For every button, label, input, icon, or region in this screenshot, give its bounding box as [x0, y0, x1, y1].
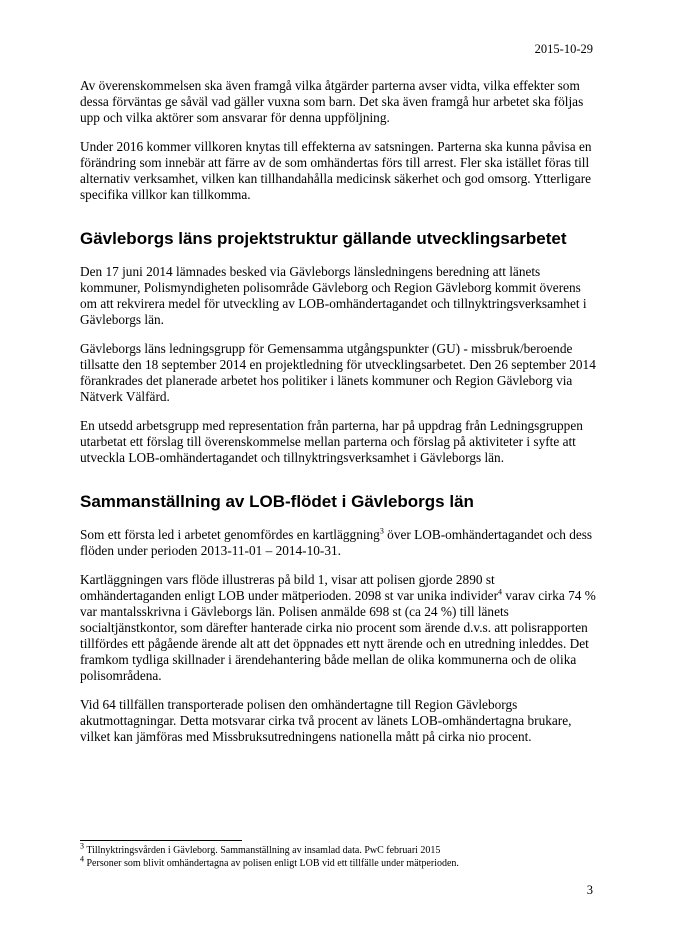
- section-heading-project-structure: Gävleborgs läns projektstruktur gällande utvecklingsarbetet: [80, 229, 567, 248]
- paragraph: Under 2016 kommer villkoren knytas till effekterna av satsningen. Parterna ska kunna påvisa en förändring som innebär att färre av de som omhändertas förs till arrest. Fler ska istället föras till alternativ verksamhet, vilken kan tillhandahålla medicinsk säkerhet och god omsorg. Ytterligare specifika villkor kan tillkomma.: [80, 139, 592, 202]
- paragraph: Den 17 juni 2014 lämnades besked via Gävleborgs länsledningens beredning att länets kommuner, Polismyndigheten polisområde Gävleborg och Region Gävleborg kommit överens om att rekvirera medel för utveckling av LOB-omhändertagandet och tillnyktringsverksamhet i Gävleborgs län.: [80, 264, 587, 327]
- footnote-divider: [80, 840, 242, 841]
- paragraph-text: varav cirka 74 % var mantalsskrivna i Gävleborgs län. Polisen anmälde 698 st (ca 24 %) till länets socialtjänstkontor, som därefter hanterade cirka nio procent som ärende d.v.s. att polisrapporten tillfördes ett pågående ärende alt att det öppnades ett nytt ärende och en utredning inleddes. Det framkom tydliga skillnader i ärendehantering både mellan de olika kommunerna och de olika polisområdena.: [80, 588, 596, 683]
- paragraph-text: Kartläggningen vars flöde illustreras på bild 1, visar att polisen gjorde 2890 st omhändertaganden enligt LOB under mätperioden. 2098 st var unika individer: [80, 572, 499, 603]
- paragraph: Gävleborgs läns ledningsgrupp för Gemensamma utgångspunkter (GU) - missbruk/beroende tillsatte den 18 september 2014 en projektledning för utvecklingsarbetet. Den 26 september 2014 förankrades det planerade arbetet hos politiker i länets kommuner och Region Gävleborg via Nätverk Välfärd.: [80, 341, 596, 404]
- page-number: 3: [586, 883, 593, 897]
- footnote-number: 4: [80, 854, 84, 864]
- footnote-3: [80, 841, 596, 858]
- footnotes: [80, 841, 596, 870]
- footnote-4: [80, 854, 596, 871]
- footnote-reference: 3: [379, 526, 384, 536]
- footnote-number: 3: [80, 841, 84, 851]
- paragraph: [80, 572, 596, 684]
- paragraph: En utsedd arbetsgrupp med representation från parterna, har på uppdrag från Ledningsgruppen utarbetat ett förslag till överenskommelse mellan parterna och förslag på aktiviteter i syfte att utveckla LOB-omhändertagandet och tillnyktringsverksamhet i Gävleborgs län.: [80, 418, 583, 465]
- paragraph: [80, 527, 596, 559]
- paragraph-text: Som ett första led i arbetet genomfördes en kartläggning: [80, 527, 380, 542]
- paragraph: Vid 64 tillfällen transporterade polisen den omhändertagne till Region Gävleborgs akutmottagningar. Detta motsvarar cirka två procent av länets LOB-omhändertagna brukare, vilket kan jämföras med Missbruksutredningens nationella mått på cirka nio procent.: [80, 697, 572, 744]
- footnote-text: Personer som blivit omhändertagna av polisen enligt LOB vid ett tillfälle under mätperioden.: [84, 857, 459, 869]
- paragraph-text: över LOB-omhändertagandet och dess flöden under perioden 2013-11-01 – 2014-10-31.: [80, 527, 593, 558]
- section-heading-lob-flow-summary: Sammanställning av LOB-flödet i Gävleborgs län: [80, 492, 474, 511]
- document-date: 2015-10-29: [534, 42, 593, 56]
- document-body: [80, 78, 596, 758]
- footnote-text: Tillnyktringsvården i Gävleborg. Sammanställning av insamlad data. PwC februari 2015: [84, 845, 441, 856]
- paragraph: Av överenskommelsen ska även framgå vilka åtgärder parterna avser vidta, vilka effekter som dessa förväntas ge såväl vad gäller vuxna som barn. Det ska även framgå hur arbetet ska följas upp och vilka aktörer som ansvarar för denna uppföljning.: [80, 78, 584, 125]
- footnote-reference: 4: [498, 587, 503, 597]
